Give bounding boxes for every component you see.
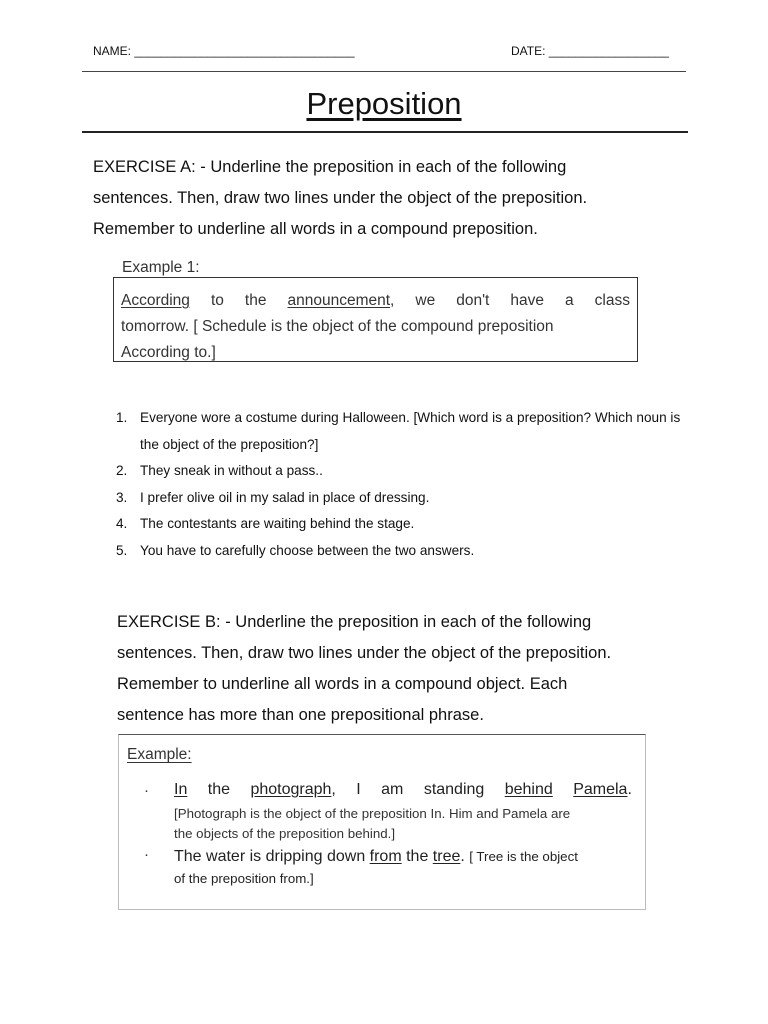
example-word: photograph [250, 781, 332, 798]
example-word: behind [504, 781, 553, 798]
example-word: am [381, 781, 404, 798]
example-b-note-1 [174, 804, 644, 844]
example-text: the [401, 848, 433, 865]
example-word: we [415, 292, 436, 309]
example-b-sentence-2 [174, 846, 644, 890]
example-1-label: Example 1: [122, 259, 200, 276]
question-list [116, 405, 686, 564]
exercise-b-instructions [117, 607, 717, 731]
header-divider [82, 71, 686, 72]
question-number: 4. [116, 516, 128, 531]
exercise-b-line: sentences. Then, draw two lines under the object of the preposition. [117, 644, 612, 662]
date-field-label: DATE: __________________ [511, 44, 669, 58]
example-word: from [369, 848, 402, 865]
example-word: have [510, 292, 544, 309]
example-text: . [460, 848, 470, 865]
example-word: , [331, 781, 336, 798]
page-title: Preposition [306, 86, 462, 121]
example-note: of the preposition from.] [174, 871, 314, 886]
note-line: the objects of the preposition behind.] [174, 826, 396, 841]
list-item [116, 485, 686, 512]
question-number: 1. [116, 410, 128, 425]
title-divider [82, 131, 688, 133]
example-word: don't [456, 292, 490, 309]
example-word-group [573, 781, 632, 799]
question-text: The contestants are waiting behind the stage. [140, 516, 415, 531]
example-word: According [121, 292, 190, 309]
example-word: standing [423, 781, 485, 798]
bullet: · [144, 782, 149, 799]
exercise-b-line: sentence has more than one prepositional phrase. [117, 706, 484, 724]
example-b-sentence-1 [174, 781, 632, 799]
list-item [116, 538, 686, 565]
example-note: [ Tree is the object [469, 849, 578, 864]
example-word: Pamela [573, 781, 628, 798]
example-text: The water is dripping down [174, 848, 370, 865]
sentence-line [174, 846, 644, 868]
example-word: a [565, 292, 574, 309]
example-word-group [250, 781, 335, 799]
example-word: to [210, 292, 224, 309]
list-item [116, 511, 686, 538]
note-line: [Photograph is the object of the preposition In. Him and Pamela are [174, 806, 571, 821]
question-text: You have to carefully choose between the two answers. [140, 542, 475, 558]
exercise-b-line: EXERCISE B: - Underline the preposition in each of the following [117, 613, 592, 631]
question-text: Everyone wore a costume during Halloween. [Which word is a preposition? Which noun is the object of the preposition?] [140, 410, 681, 452]
question-number: 2. [116, 463, 128, 478]
exercise-a-line: Remember to underline all words in a compound preposition. [93, 220, 538, 238]
question-number: 5. [116, 542, 128, 558]
example-b-label: Example: [127, 746, 192, 763]
example-word: the [244, 292, 267, 309]
example-word: . [627, 781, 632, 798]
question-number: 3. [116, 489, 128, 505]
exercise-a-instructions [93, 152, 693, 245]
question-text: They sneak in without a pass.. [140, 463, 323, 478]
example-word: I [356, 781, 361, 798]
exercise-a-line: EXERCISE A: - Underline the preposition in each of the following [93, 158, 567, 176]
exercise-a-line: sentences. Then, draw two lines under the object of the preposition. [93, 189, 588, 207]
list-item [116, 458, 686, 485]
example-word: , [390, 292, 395, 309]
example-word-group [287, 288, 394, 314]
question-text: I prefer olive oil in my salad in place of dressing. [140, 489, 430, 505]
example-1-line: According to.] [121, 344, 216, 361]
example-1-text [121, 288, 630, 366]
example-word: In [174, 781, 188, 798]
example-word: tree [432, 848, 461, 865]
example-word: the [207, 781, 231, 798]
name-field-label: NAME: _________________________________ [93, 44, 355, 58]
example-word: announcement [287, 292, 391, 309]
bullet: · [144, 846, 149, 863]
example-word: class [594, 292, 630, 309]
example-1-line: tomorrow. [ Schedule is the object of the compound preposition [121, 318, 554, 335]
list-item [116, 405, 686, 458]
exercise-b-line: Remember to underline all words in a compound object. Each [117, 675, 568, 693]
example-1-line [121, 288, 630, 314]
